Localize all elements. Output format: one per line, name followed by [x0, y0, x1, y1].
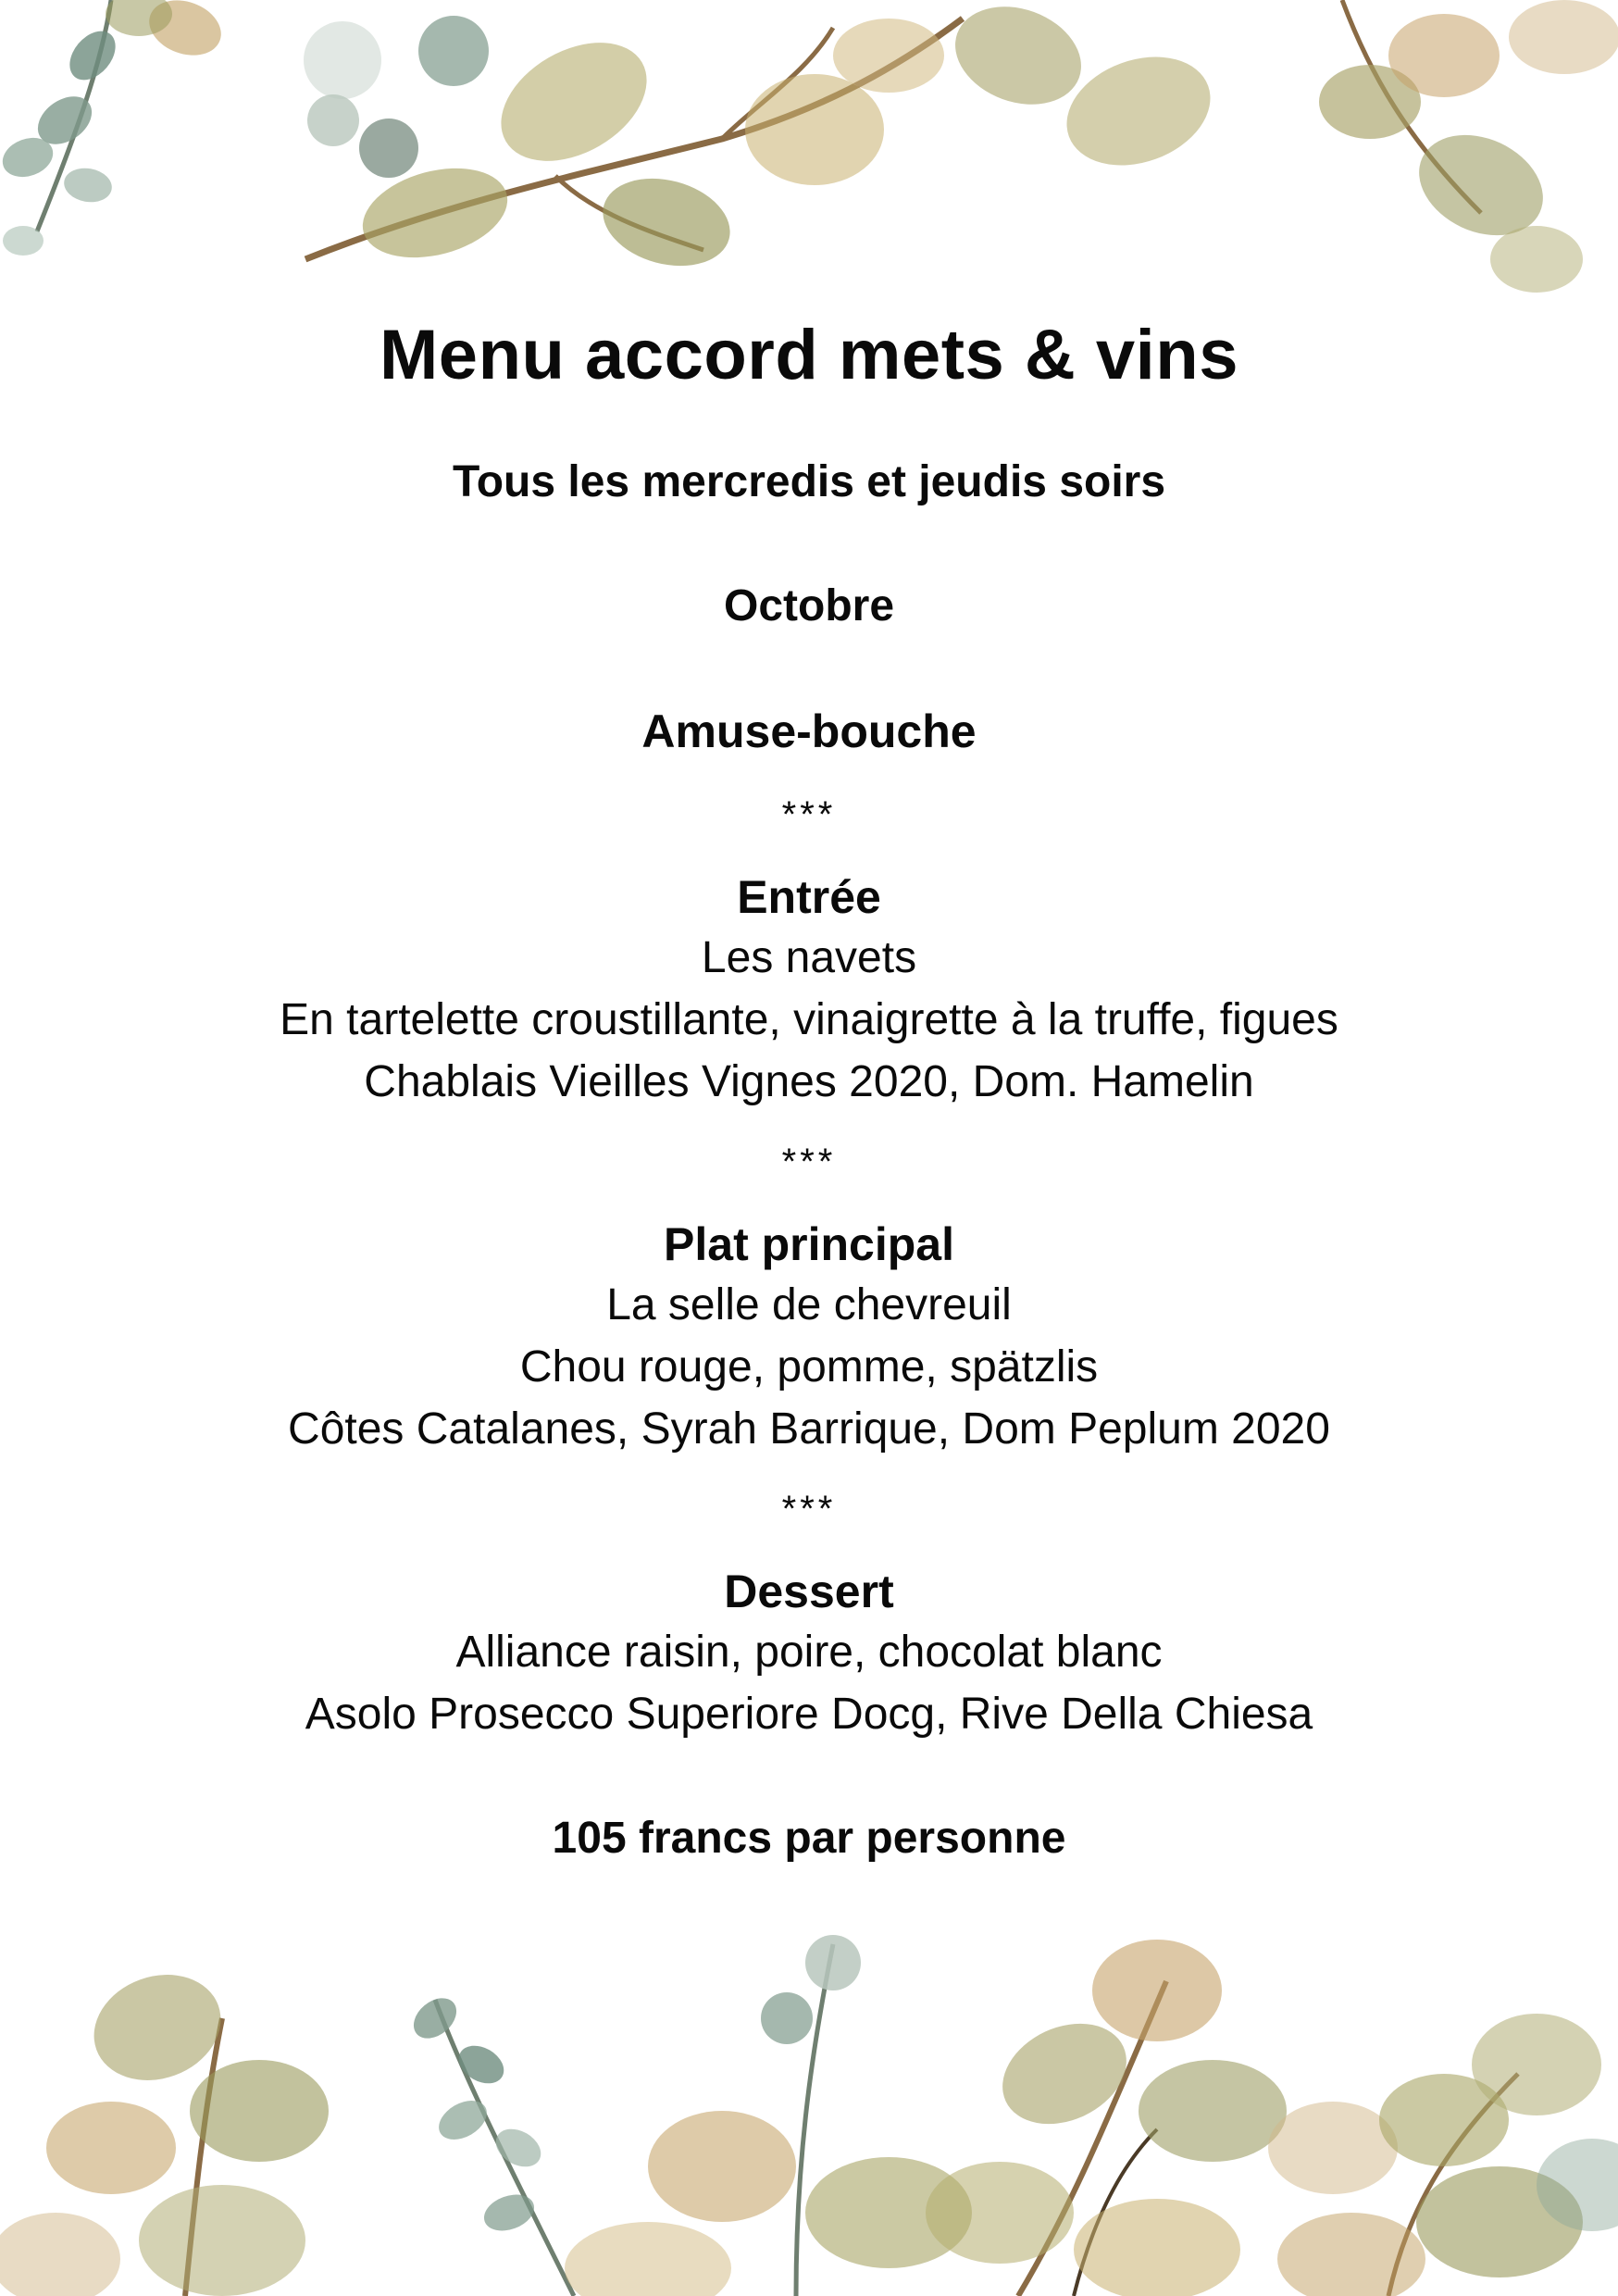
separator: *** — [781, 1142, 837, 1182]
dessert-wine: Asolo Prosecco Superiore Docg, Rive Della Chiesa — [305, 1690, 1313, 1739]
plat-title: Plat principal — [664, 1218, 954, 1270]
plat-description: Chou rouge, pomme, spätzlis — [519, 1342, 1099, 1391]
menu-subtitle: Tous les mercredis et jeudis soirs — [452, 457, 1166, 506]
top-foliage-decoration — [0, 0, 1618, 306]
menu-title: Menu accord mets & vins — [380, 316, 1238, 394]
watercolor-leaves-icon — [0, 1935, 1618, 2296]
menu-month: Octobre — [723, 581, 895, 630]
entree-description: En tartelette croustillante, vinaigrette à la truffe, figues — [280, 995, 1338, 1044]
amuse-bouche-title: Amuse-bouche — [641, 705, 977, 757]
bottom-foliage-decoration — [0, 1907, 1618, 2296]
entree-dish: Les navets — [701, 933, 917, 982]
plat-dish: La selle de chevreuil — [606, 1280, 1012, 1329]
separator: *** — [781, 794, 837, 835]
plat-wine: Côtes Catalanes, Syrah Barrique, Dom Peplum 2020 — [288, 1404, 1330, 1454]
entree-title: Entrée — [737, 871, 881, 923]
watercolor-leaves-icon — [0, 0, 1618, 293]
entree-wine: Chablais Vieilles Vignes 2020, Dom. Hamelin — [364, 1057, 1254, 1106]
separator: *** — [781, 1489, 837, 1529]
dessert-dish: Alliance raisin, poire, chocolat blanc — [455, 1628, 1163, 1677]
dessert-title: Dessert — [724, 1566, 894, 1617]
menu-price: 105 francs par personne — [552, 1814, 1066, 1863]
